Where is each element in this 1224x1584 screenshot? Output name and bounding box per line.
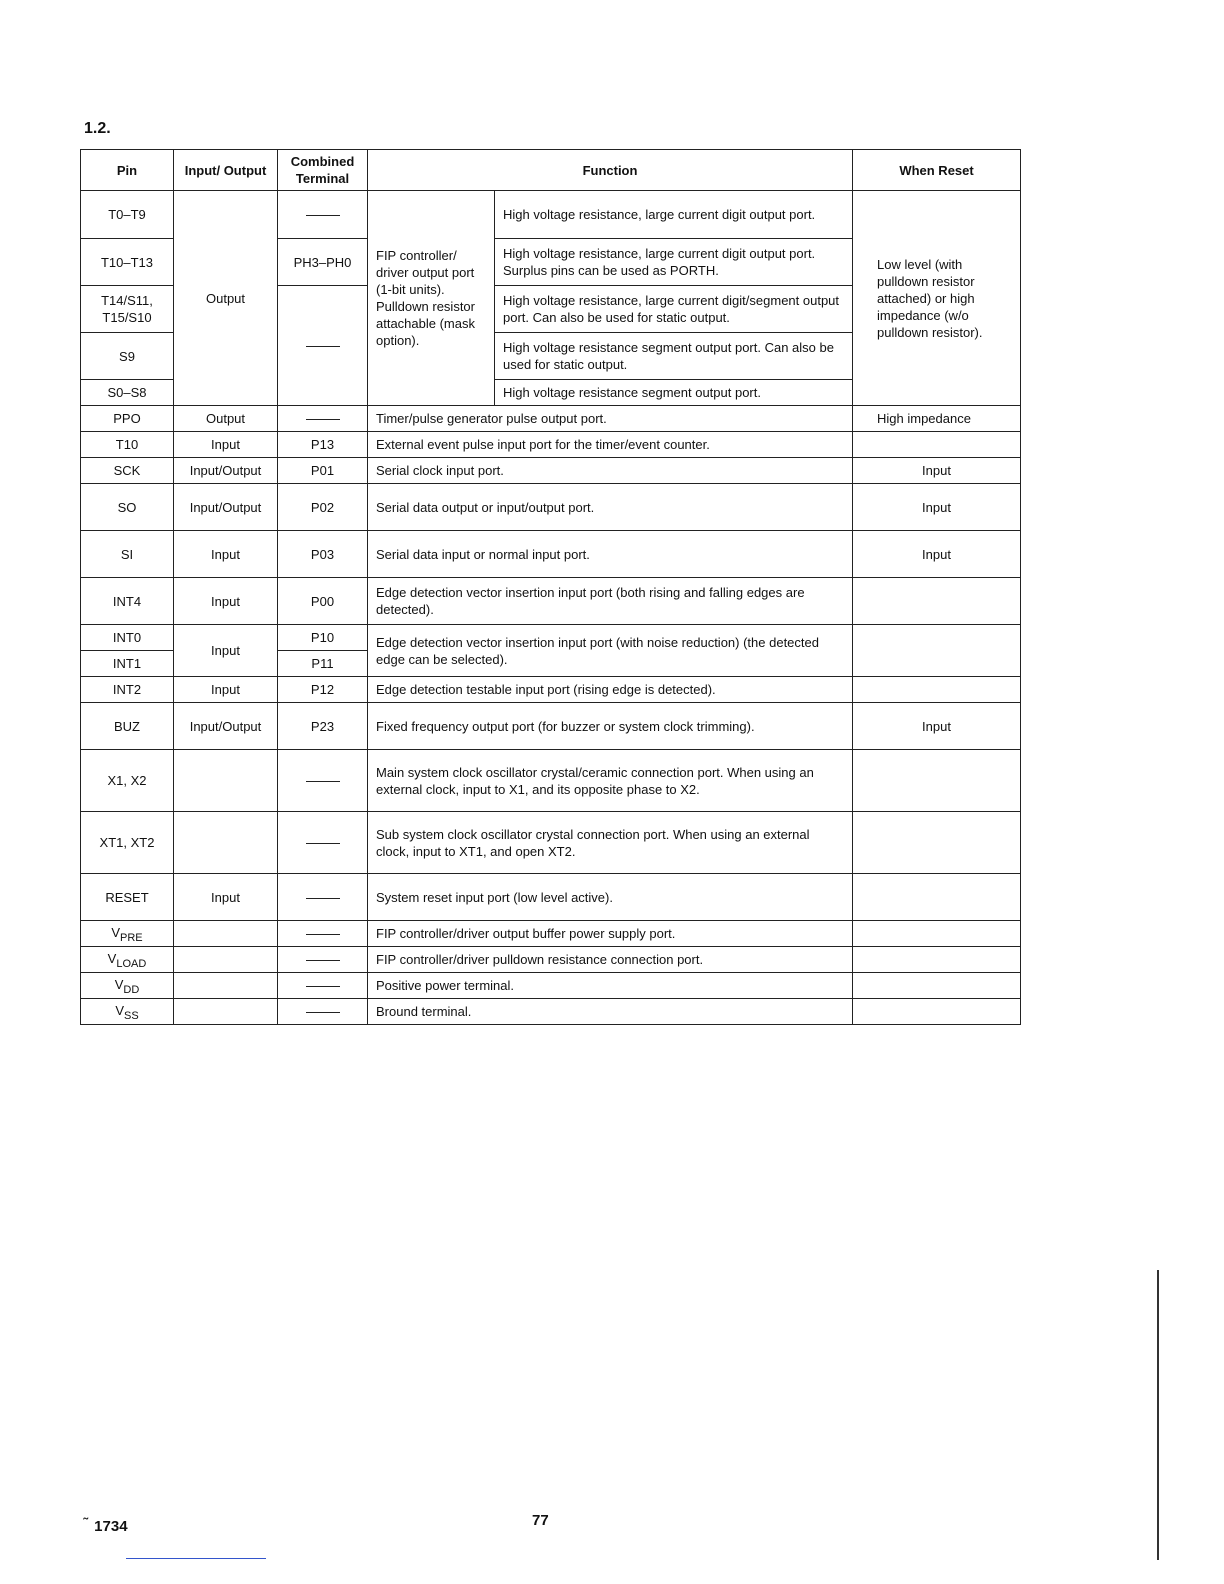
pin-cell: T14/S11, T15/S10 [81, 286, 174, 333]
pin-cell: INT0 [81, 625, 174, 651]
io-cell [174, 750, 278, 812]
function-cell: Positive power terminal. [368, 973, 853, 999]
table-row [81, 625, 1021, 651]
pin-main: V [111, 925, 121, 940]
table-row [81, 812, 1021, 874]
function-cell: High voltage resistance, large current digit output port. [495, 191, 853, 239]
pin-function-table [80, 149, 1021, 1025]
reset-cell [853, 999, 1021, 1025]
reset-cell: Input [853, 703, 1021, 750]
header-function: Function [368, 150, 853, 191]
combined-cell: P01 [278, 458, 368, 484]
combined-dash [278, 947, 368, 973]
header-pin: Pin [81, 150, 174, 191]
pin-cell [81, 947, 174, 973]
reset-cell [853, 921, 1021, 947]
io-cell: Input [174, 432, 278, 458]
reset-cell [853, 947, 1021, 973]
io-cell: Input [174, 578, 278, 625]
reset-cell: Input [853, 484, 1021, 531]
table-row [81, 406, 1021, 432]
reset-cell: High impedance [853, 406, 1021, 432]
io-cell [174, 812, 278, 874]
combined-cell: P11 [278, 651, 368, 677]
reset-cell [853, 432, 1021, 458]
table-row [81, 921, 1021, 947]
pin-subscript: DD [123, 984, 140, 996]
reset-cell [853, 874, 1021, 921]
pin-subscript: PRE [120, 932, 143, 944]
io-cell: Input/Output [174, 484, 278, 531]
pin-subscript: SS [123, 1010, 139, 1022]
table-row [81, 874, 1021, 921]
pin-cell: SI [81, 531, 174, 578]
table-row [81, 578, 1021, 625]
header-io: Input/ Output [174, 150, 278, 191]
combined-cell: P23 [278, 703, 368, 750]
function-cell: Serial clock input port. [368, 458, 853, 484]
combined-dash [278, 973, 368, 999]
pin-cell: PPO [81, 406, 174, 432]
combined-dash [278, 406, 368, 432]
table-row [81, 750, 1021, 812]
reset-cell: Input [853, 458, 1021, 484]
pin-cell: T0–T9 [81, 191, 174, 239]
combined-dash [278, 921, 368, 947]
combined-cell: P12 [278, 677, 368, 703]
table-row [81, 484, 1021, 531]
section-number: 1.2. [84, 120, 111, 137]
reset-cell [853, 812, 1021, 874]
table-row [81, 531, 1021, 578]
table-row [81, 703, 1021, 750]
function-cell: FIP controller/driver pulldown resistance connection port. [368, 947, 853, 973]
combined-cell: P03 [278, 531, 368, 578]
function-cell: Serial data input or normal input port. [368, 531, 853, 578]
reset-cell [853, 973, 1021, 999]
table-row [81, 458, 1021, 484]
combined-dash [278, 286, 368, 406]
combined-dash [278, 874, 368, 921]
combined-cell: P02 [278, 484, 368, 531]
function-cell: Main system clock oscillator crystal/ceramic connection port. When using an external clock, input to X1, and its opposite phase to X2. [368, 750, 853, 812]
function-cell: High voltage resistance segment output port. Can also be used for static output. [495, 333, 853, 380]
pin-cell: BUZ [81, 703, 174, 750]
io-cell: Input/Output [174, 703, 278, 750]
combined-dash [278, 191, 368, 239]
io-cell: Input [174, 677, 278, 703]
pin-cell: T10 [81, 432, 174, 458]
io-cell [174, 973, 278, 999]
reset-cell [853, 625, 1021, 677]
table-row [81, 432, 1021, 458]
reset-cell: Input [853, 531, 1021, 578]
io-cell: Output [174, 406, 278, 432]
io-cell: Input/Output [174, 458, 278, 484]
document-number: ̃ 1734 [90, 1518, 128, 1535]
header-combined: Combined Terminal [278, 150, 368, 191]
pin-cell [81, 973, 174, 999]
function-cell: Edge detection vector insertion input port (with noise reduction) (the detected edge can be selected). [368, 625, 853, 677]
function-cell: Edge detection vector insertion input port (both rising and falling edges are detected). [368, 578, 853, 625]
reset-cell [853, 750, 1021, 812]
io-cell: Input [174, 625, 278, 677]
pin-cell: INT2 [81, 677, 174, 703]
pin-cell [81, 999, 174, 1025]
reset-cell [853, 677, 1021, 703]
pin-cell: INT1 [81, 651, 174, 677]
pin-cell: S9 [81, 333, 174, 380]
function-cell: High voltage resistance, large current digit output port. Surplus pins can be used as PORTH. [495, 239, 853, 286]
function-cell: External event pulse input port for the timer/event counter. [368, 432, 853, 458]
reset-cell [853, 578, 1021, 625]
function-cell: Bround terminal. [368, 999, 853, 1025]
reset-cell: Low level (with pulldown resistor attached) or high impedance (w/o pulldown resistor). [853, 191, 1021, 406]
pin-cell: INT4 [81, 578, 174, 625]
page-number: 77 [532, 1512, 549, 1529]
io-cell [174, 999, 278, 1025]
function-cell: Sub system clock oscillator crystal connection port. When using an external clock, input to XT1, and open XT2. [368, 812, 853, 874]
combined-cell: P13 [278, 432, 368, 458]
header-reset: When Reset [853, 150, 1021, 191]
table-header-row [81, 150, 1021, 191]
io-cell: Output [174, 191, 278, 406]
pin-cell: X1, X2 [81, 750, 174, 812]
table-row [81, 191, 1021, 239]
function-cell: FIP controller/driver output buffer power supply port. [368, 921, 853, 947]
combined-cell: P00 [278, 578, 368, 625]
combined-cell: P10 [278, 625, 368, 651]
pin-subscript: LOAD [116, 958, 147, 970]
function-cell: High voltage resistance segment output port. [495, 380, 853, 406]
io-cell [174, 947, 278, 973]
pin-cell: SO [81, 484, 174, 531]
pin-cell: SCK [81, 458, 174, 484]
pin-main: V [115, 1003, 124, 1018]
function-cell: Serial data output or input/output port. [368, 484, 853, 531]
function-cell: Timer/pulse generator pulse output port. [368, 406, 853, 432]
combined-cell: PH3–PH0 [278, 239, 368, 286]
function-cell: High voltage resistance, large current digit/segment output port. Can also be used for static output. [495, 286, 853, 333]
table-row [81, 973, 1021, 999]
fip-group-description: FIP controller/ driver output port (1-bit units). Pulldown resistor attachable (mask option). [368, 191, 495, 406]
combined-dash [278, 812, 368, 874]
pin-main: V [114, 977, 124, 992]
scan-edge-line [1157, 1270, 1159, 1560]
io-cell: Input [174, 874, 278, 921]
pin-cell: XT1, XT2 [81, 812, 174, 874]
function-cell: Edge detection testable input port (rising edge is detected). [368, 677, 853, 703]
pin-cell: S0–S8 [81, 380, 174, 406]
table-row [81, 677, 1021, 703]
combined-dash [278, 999, 368, 1025]
io-cell: Input [174, 531, 278, 578]
pin-cell: RESET [81, 874, 174, 921]
function-cell: Fixed frequency output port (for buzzer or system clock trimming). [368, 703, 853, 750]
table-row [81, 999, 1021, 1025]
io-cell [174, 921, 278, 947]
pin-main: V [107, 951, 117, 966]
combined-dash [278, 750, 368, 812]
footer-rule [126, 1558, 266, 1559]
pin-cell [81, 921, 174, 947]
table-row [81, 947, 1021, 973]
pin-cell: T10–T13 [81, 239, 174, 286]
function-cell: System reset input port (low level active). [368, 874, 853, 921]
